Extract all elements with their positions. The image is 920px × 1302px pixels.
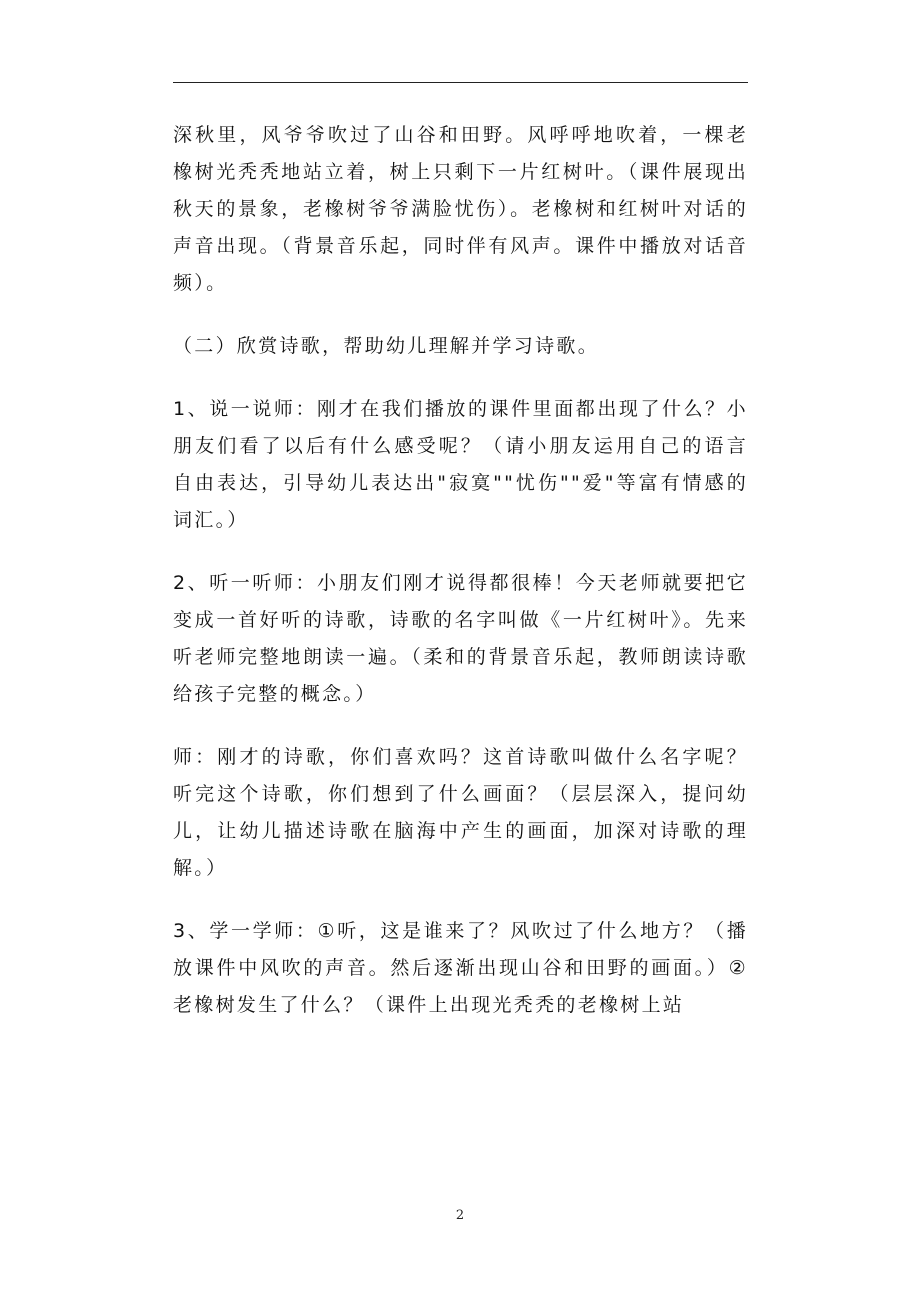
paragraph-autumn-scene: 深秋里，风爷爷吹过了山谷和田野。风呼呼地吹着，一棵老橡树光秃秃地站立着，树上只剩下一片红树叶。（课件展现出秋天的景象，老橡树爷爷满脸忧伤）。老橡树和红树叶对话的声音出现。（背景音乐起，同时伴有风声。课件中播放对话音频）。 [173, 124, 748, 294]
document-body [173, 117, 748, 1050]
section-heading-appreciate-poem: （二）欣赏诗歌，帮助幼儿理解并学习诗歌。 [173, 335, 600, 357]
paragraph-step-1-talk: 1、说一说师：刚才在我们播放的课件里面都出现了什么？小朋友们看了以后有什么感受呢？（请小朋友运用自己的语言自由表达，引导幼儿表达出"寂寞""忧伤""爱"等富有情感的词汇。） [173, 398, 748, 531]
paragraph-teacher-questions: 师：刚才的诗歌，你们喜欢吗？这首诗歌叫做什么名字呢？听完这个诗歌，你们想到了什么画面？（层层深入，提问幼儿，让幼儿描述诗歌在脑海中产生的画面，加深对诗歌的理解。） [173, 746, 748, 879]
header-rule [173, 82, 748, 83]
paragraph-step-3-learn: 3、学一学师：①听，这是谁来了？风吹过了什么地方？（播放课件中风吹的声音。然后逐渐出现山谷和田野的画面。）②老橡树发生了什么？（课件上出现光秃秃的老橡树上站 [173, 920, 748, 1016]
page-number: 2 [455, 1208, 465, 1223]
paragraph-step-2-listen: 2、听一听师：小朋友们刚才说得都很棒！今天老师就要把它变成一首好听的诗歌，诗歌的名字叫做《一片红树叶》。先来听老师完整地朗读一遍。（柔和的背景音乐起，教师朗读诗歌给孩子完整的概念。） [173, 572, 748, 705]
